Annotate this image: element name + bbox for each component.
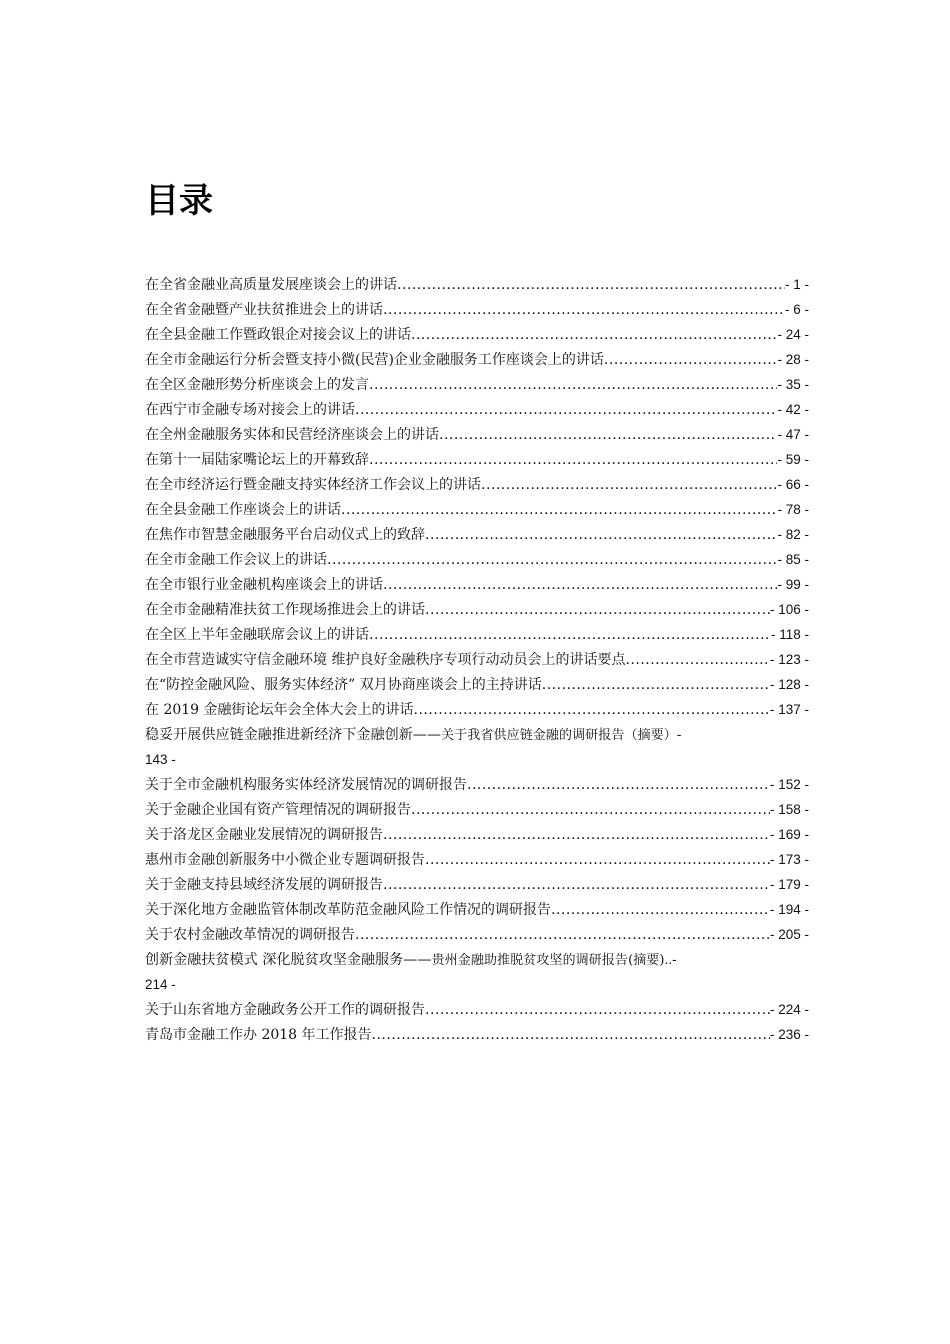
toc-entry[interactable] <box>145 847 809 872</box>
toc-entry-page: - 236 - <box>769 1027 809 1042</box>
toc-entry[interactable] <box>145 997 809 1022</box>
toc-entry-subtitle: 贵州金融助推脱贫攻坚的调研报告(摘要) <box>431 953 665 968</box>
toc-entry[interactable] <box>145 922 809 947</box>
toc-entry[interactable] <box>145 547 809 572</box>
toc-leader-dots <box>383 573 777 597</box>
toc-entry-title: 关于金融支持县域经济发展的调研报告 <box>145 877 383 893</box>
toc-leader-dots <box>327 548 777 572</box>
toc-leader-dots <box>425 523 777 547</box>
toc-entry-title: 在全市金融运行分析会暨支持小微(民营)企业金融服务工作座谈会上的讲话 <box>145 352 604 368</box>
toc-entry[interactable] <box>145 297 809 322</box>
toc-leader-dots <box>355 398 777 422</box>
toc-leader-dots <box>551 898 770 922</box>
toc-entry[interactable] <box>145 872 809 897</box>
toc-entry-page: - 106 - <box>769 602 809 617</box>
toc-entry[interactable] <box>145 797 809 822</box>
toc-leader-dots <box>369 373 777 397</box>
toc-leader-dots <box>383 873 770 897</box>
toc-entry-page: - 28 - <box>777 352 809 367</box>
toc-entry-page: - <box>676 727 682 742</box>
toc-entry-title: 青岛市金融工作办 2018 年工作报告 <box>145 1027 372 1043</box>
toc-entry-page: - 128 - <box>769 677 809 692</box>
toc-leader-dots <box>383 298 785 322</box>
toc-entry-page: - 99 - <box>777 577 809 592</box>
toc-entry[interactable] <box>145 422 809 447</box>
toc-entry-page: - 66 - <box>777 477 809 492</box>
toc-entry-title: 在“防控金融风险、服务实体经济” 双月协商座谈会上的主持讲话 <box>145 677 542 693</box>
toc-entry-title: 关于深化地方金融监管体制改革防范金融风险工作情况的调研报告 <box>145 902 551 918</box>
toc-entry-page: - 6 - <box>784 302 809 317</box>
toc-leader-dots <box>369 448 777 472</box>
toc-leader-dots <box>425 598 770 622</box>
toc-entry[interactable] <box>145 372 809 397</box>
toc-leader-dots <box>439 423 777 447</box>
toc-entry[interactable] <box>145 572 809 597</box>
toc-entry-page-continued: 214 - <box>145 977 176 992</box>
toc-leader-dots <box>383 823 770 847</box>
toc-entry[interactable] <box>145 822 809 847</box>
toc-entry[interactable] <box>145 397 809 422</box>
toc-leader-dots <box>369 623 771 647</box>
toc-entry[interactable] <box>145 322 809 347</box>
toc-entry-page: - 123 - <box>769 652 809 667</box>
toc-group-1 <box>145 272 809 722</box>
toc-entry[interactable] <box>145 597 809 622</box>
toc-entry-title: 关于农村金融改革情况的调研报告 <box>145 927 355 943</box>
toc-entry[interactable] <box>145 272 809 297</box>
toc-entry-title: 在全市经济运行暨金融支持实体经济工作会议上的讲话 <box>145 477 481 493</box>
toc-entry-page: - 158 - <box>769 802 809 817</box>
toc-entry-page: - 85 - <box>777 552 809 567</box>
toc-entry-title: 稳妥开展供应链金融推进新经济下金融创新—— <box>145 727 442 743</box>
toc-list <box>145 272 809 1047</box>
toc-leader-dots <box>341 498 777 522</box>
toc-entry-page: - 137 - <box>769 702 809 717</box>
toc-leader-dots <box>355 923 770 947</box>
toc-entry-page: - 78 - <box>777 502 809 517</box>
toc-leader-dots <box>397 273 785 297</box>
toc-entry-title: 关于洛龙区金融业发展情况的调研报告 <box>145 827 383 843</box>
toc-entry[interactable] <box>145 647 809 672</box>
toc-leader-dots <box>542 673 770 697</box>
toc-entry-page: - 194 - <box>769 902 809 917</box>
toc-leader-dots <box>625 648 770 672</box>
toc-leader-dots <box>414 698 770 722</box>
toc-entry-page: - 169 - <box>769 827 809 842</box>
toc-group-3 <box>145 997 809 1047</box>
toc-entry-title: 关于全市金融机构服务实体经济发展情况的调研报告 <box>145 777 467 793</box>
toc-entry-page: - 35 - <box>777 377 809 392</box>
toc-group-2 <box>145 772 809 947</box>
toc-entry-title: 在全区上半年金融联席会议上的讲话 <box>145 627 369 643</box>
toc-leader-dots <box>467 773 770 797</box>
toc-entry-title: 在全区金融形势分析座谈会上的发言 <box>145 377 369 393</box>
toc-leader-dots <box>425 998 770 1022</box>
toc-entry[interactable] <box>145 622 809 647</box>
toc-entry-page: - 42 - <box>777 402 809 417</box>
toc-entry[interactable] <box>145 697 809 722</box>
toc-entry-wrapped-supply-chain[interactable] <box>145 722 809 747</box>
toc-leader-dots <box>411 323 777 347</box>
toc-entry-title: 在第十一届陆家嘴论坛上的开幕致辞 <box>145 452 369 468</box>
toc-leader-dots <box>425 848 770 872</box>
toc-entry-page: ..- <box>664 952 677 967</box>
toc-entry-page: - 1 - <box>784 277 809 292</box>
toc-leader-dots <box>604 348 778 372</box>
toc-entry-title: 惠州市金融创新服务中小微企业专题调研报告 <box>145 852 425 868</box>
toc-entry-title: 在全州金融服务实体和民营经济座谈会上的讲话 <box>145 427 439 443</box>
toc-entry-title: 在全市金融精准扶贫工作现场推进会上的讲话 <box>145 602 425 618</box>
toc-entry-title: 在全市金融工作会议上的讲话 <box>145 552 327 568</box>
toc-entry-page: - 82 - <box>777 527 809 542</box>
toc-entry[interactable] <box>145 447 809 472</box>
toc-entry-page: - 47 - <box>777 427 809 442</box>
toc-leader-dots <box>481 473 777 497</box>
toc-entry[interactable] <box>145 1022 809 1047</box>
toc-entry[interactable] <box>145 672 809 697</box>
toc-entry[interactable] <box>145 497 809 522</box>
toc-entry-page: - 118 - <box>770 627 809 642</box>
toc-entry-title: 在全县金融工作座谈会上的讲话 <box>145 502 341 518</box>
toc-entry-title: 在全市营造诚实守信金融环境 维护良好金融秩序专项行动动员会上的讲话要点 <box>145 652 626 668</box>
toc-entry-title: 关于山东省地方金融政务公开工作的调研报告 <box>145 1002 425 1018</box>
toc-entry-page: - 173 - <box>769 852 809 867</box>
toc-entry-page: - 59 - <box>777 452 809 467</box>
toc-title: 目录 <box>145 181 213 221</box>
toc-entry[interactable] <box>145 472 809 497</box>
toc-entry-title: 在全省金融暨产业扶贫推进会上的讲话 <box>145 302 383 318</box>
toc-entry-title: 在全省金融业高质量发展座谈会上的讲话 <box>145 277 397 293</box>
toc-entry-page: - 24 - <box>777 327 809 342</box>
toc-entry-title: 创新金融扶贫模式 深化脱贫攻坚金融服务—— <box>145 952 432 968</box>
toc-entry-page: - 224 - <box>769 1002 809 1017</box>
toc-leader-dots <box>411 798 770 822</box>
toc-entry-title: 在西宁市金融专场对接会上的讲话 <box>145 402 355 418</box>
toc-entry[interactable] <box>145 522 809 547</box>
toc-entry-page-continued: 143 - <box>145 752 176 767</box>
toc-entry-title: 在全县金融工作暨政银企对接会议上的讲话 <box>145 327 411 343</box>
toc-entry-subtitle: 关于我省供应链金融的调研报告（摘要） <box>441 728 677 743</box>
toc-entry-page: - 152 - <box>769 777 809 792</box>
toc-entry-page: - 205 - <box>769 927 809 942</box>
toc-entry[interactable] <box>145 772 809 797</box>
toc-entry-wrapped-poverty[interactable] <box>145 947 809 972</box>
toc-entry-title: 在全市银行业金融机构座谈会上的讲话 <box>145 577 383 593</box>
toc-entry-page: - 179 - <box>769 877 809 892</box>
toc-entry[interactable] <box>145 897 809 922</box>
toc-entry-title: 在焦作市智慧金融服务平台启动仪式上的致辞 <box>145 527 425 543</box>
toc-entry-title: 在 2019 金融街论坛年会全体大会上的讲话 <box>145 702 414 718</box>
toc-entry-title: 关于金融企业国有资产管理情况的调研报告 <box>145 802 411 818</box>
toc-leader-dots <box>372 1023 770 1047</box>
toc-entry[interactable] <box>145 347 809 372</box>
